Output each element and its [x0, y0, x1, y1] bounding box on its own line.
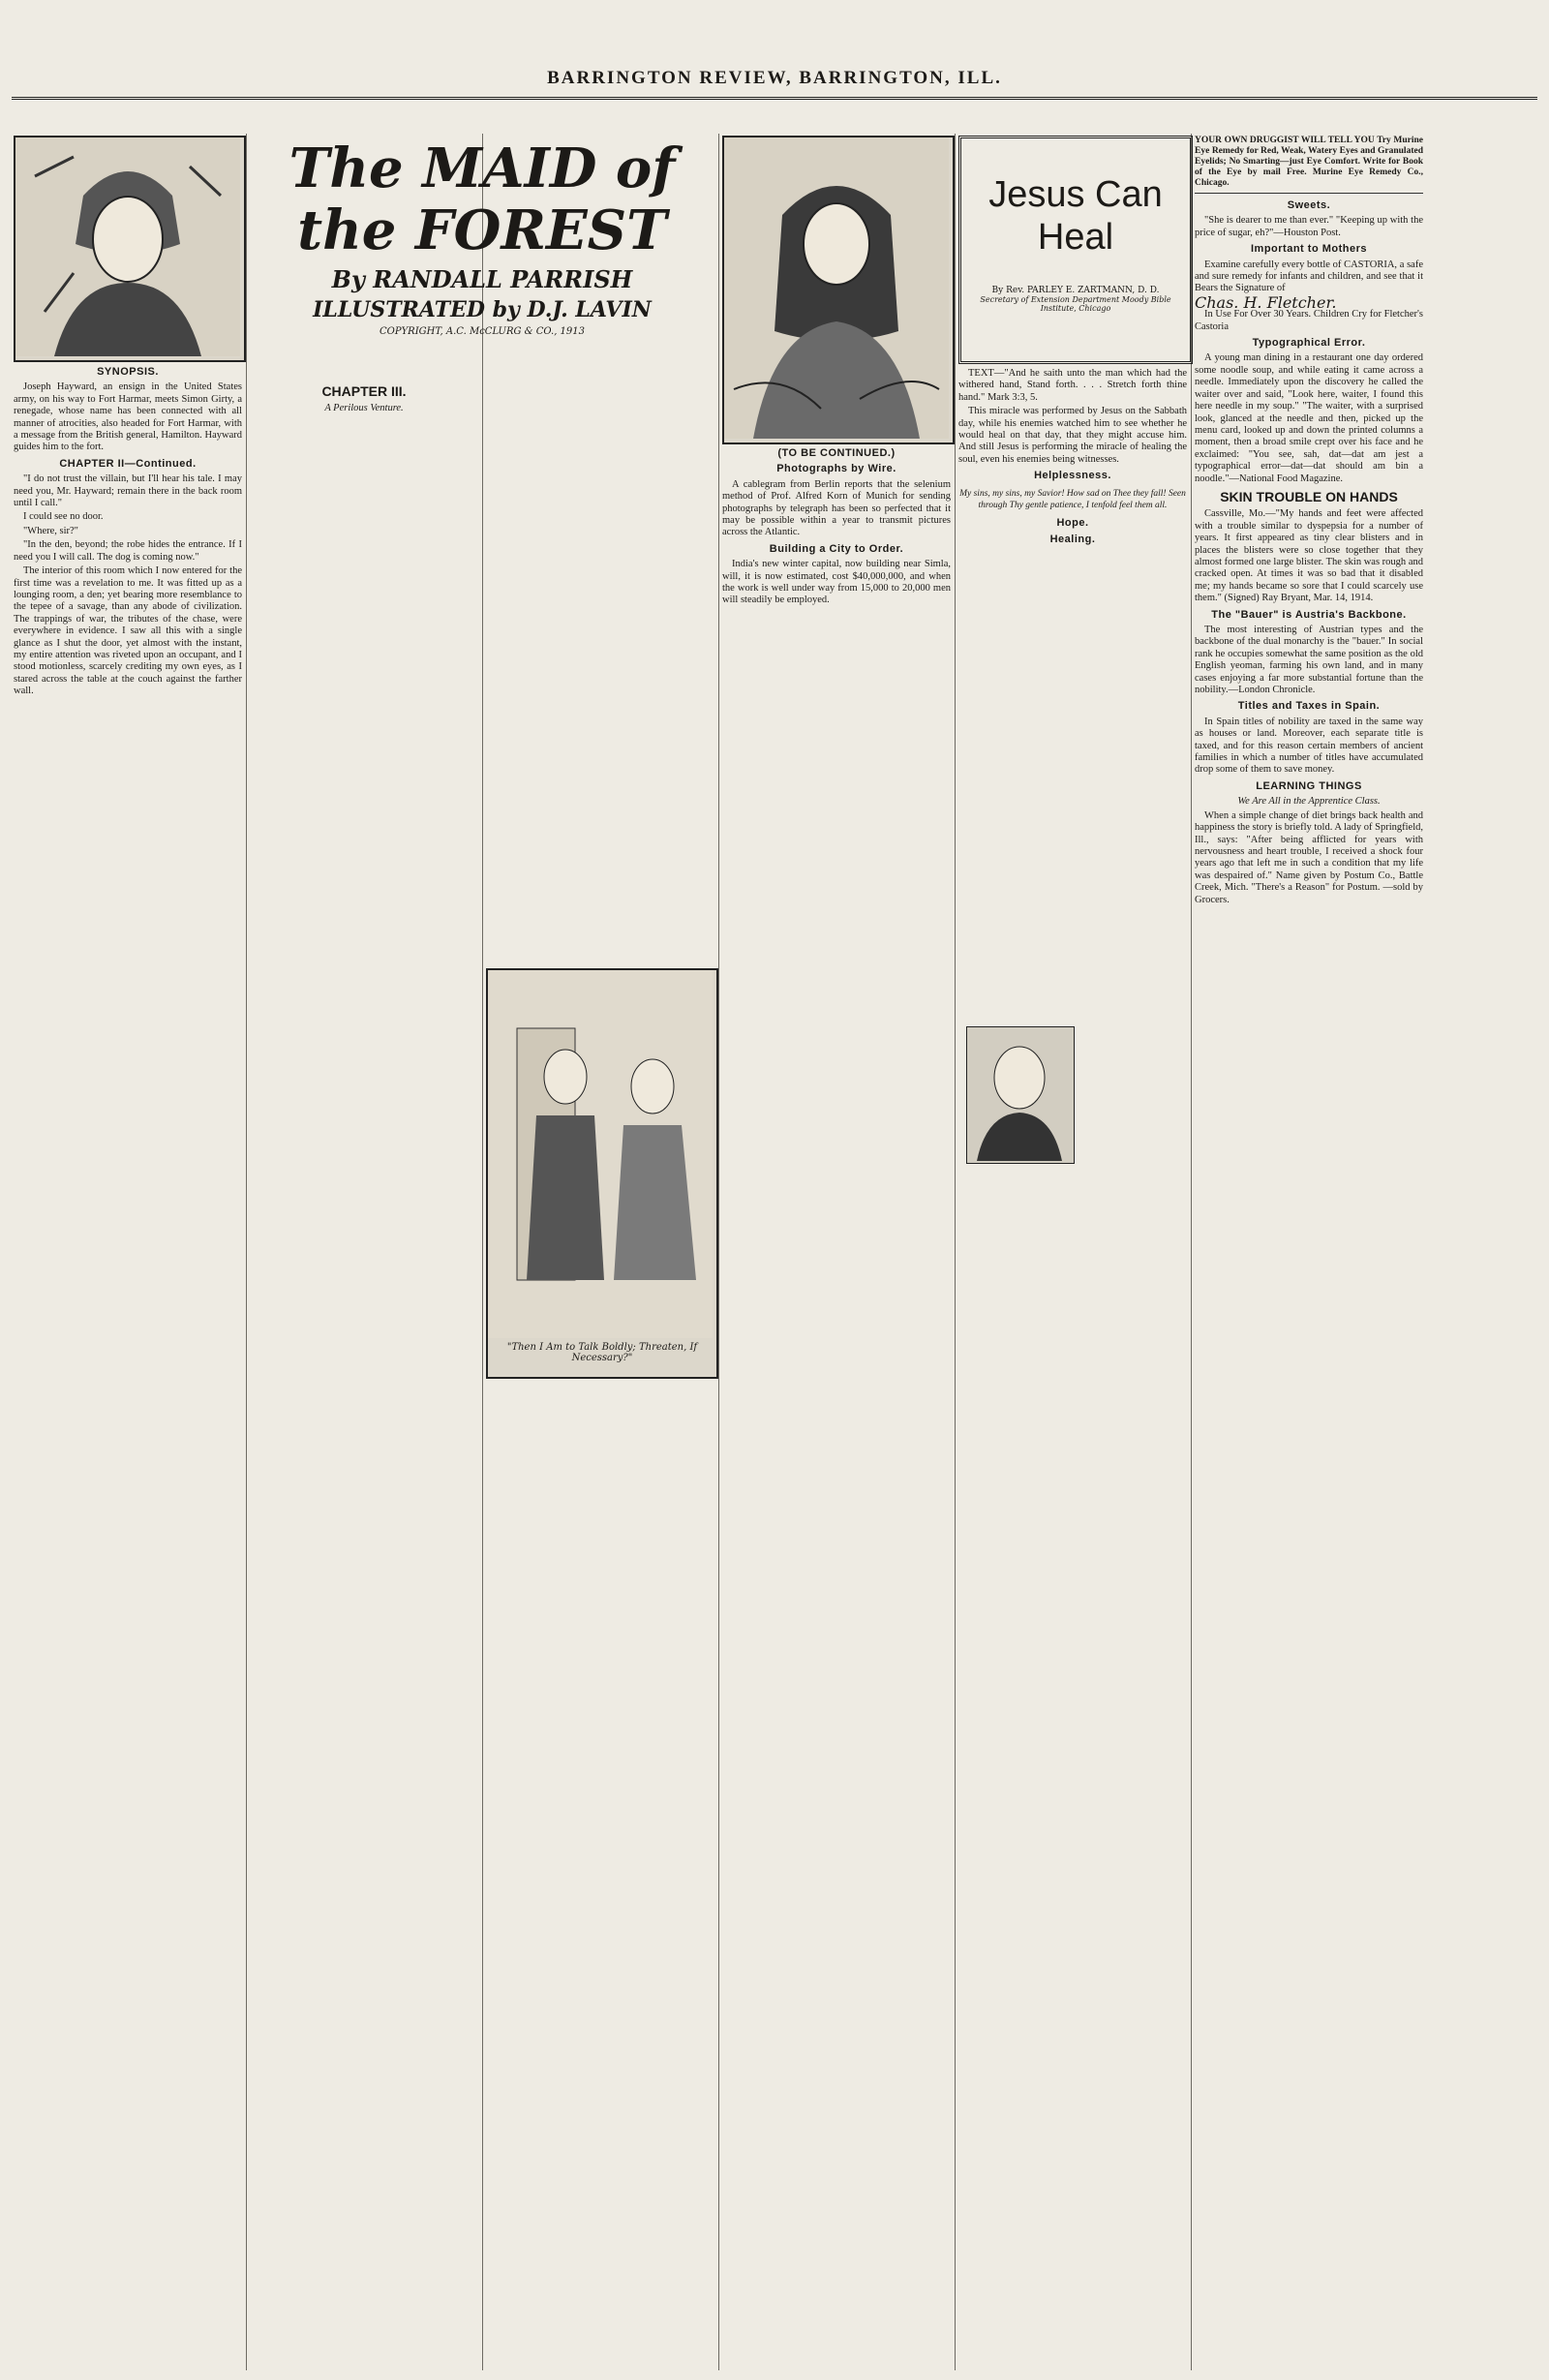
column-rule: [482, 134, 483, 2370]
learning-subtitle: We Are All in the Apprentice Class.: [1237, 796, 1381, 808]
masthead: BARRINGTON REVIEW, BARRINGTON, ILL.: [547, 68, 1002, 88]
column-1: [14, 136, 242, 2363]
titles-heading: Titles and Taxes in Spain.: [1237, 700, 1381, 713]
typo-text: A young man dining in a restaurant one day ordered some noodle soup, and while eating it came across a needle. Immediately upon the discovery he called the waiter over and said, "Look here, waiter, I found this here needle in my soup." "The waiter, with a surprised look, glanced at the needle and then, picked up the menu card, looked up and down the printed columns a moment, then a broad smile crept over his face and he exclaimed: "You see, sah, dat—dat am jest a typographical error—dat—dat should am bin a noodle."—National Food Magazine.: [1195, 352, 1423, 484]
castoria-ad-footer: In Use For Over 30 Years. Children Cry for Fletcher's Castoria: [1195, 309, 1423, 332]
learning-text: When a simple change of diet brings back health and happiness the story is briefly told. A lady of Springfield, Ill., says: "After being afflicted for years with nervousness and heart trouble, I received a shock four years ago that left me in such a condition that my life was despaired of." Name given by Postum Co., Battle Creek, Mich. "There's a Reason" for Postum. —sold by Grocers.: [1195, 809, 1423, 905]
sermon-text-verse: TEXT—"And he saith unto the man which had the withered hand, Stand forth. . . . Stretch forth thine hand." Mark 3:3, 5.: [958, 368, 1187, 403]
sweets-text: "She is dearer to me than ever." "Keeping up with the price of sugar, eh?"—Houston Post.: [1195, 215, 1423, 238]
photos-heading: Photographs by Wire.: [776, 463, 896, 475]
synopsis-text: Joseph Hayward, an ensign in the United States army, on his way to Fort Harmar, meets Simon Girty, a renegade, whose name has been connected with all manner of atrocities, also headed for Fort Harmar, with a message from the British general, Hamilton. Hayward guides him to the fort.: [14, 381, 242, 453]
story-author: By RANDALL PARRISH: [331, 265, 633, 293]
column-rule: [246, 134, 247, 2370]
story-paragraph: "I do not trust the villain, but I'll hear his tale. I may need you, Mr. Hayward; remain there in the back room until I call.": [14, 473, 242, 509]
column-5: [958, 136, 1187, 2363]
murine-ad: YOUR OWN DRUGGIST WILL TELL YOU Try Murine Eye Remedy for Red, Weak, Watery Eyes and Granulated Eyelids; No Smarting—just Eye Comfort. Write for Book of the Eye by mail Free. Murine Eye Remedy Co., Chicago.: [1195, 136, 1423, 194]
titles-text: In Spain titles of nobility are taxed in the same way as houses or land. Moreover, each separate title is taxed, and for this reason certain members of ancient families in which a number of titles have accumulated drop some of them to save money.: [1195, 716, 1423, 776]
to-be-continued: (TO BE CONTINUED.): [777, 447, 896, 459]
hymn-verse: My sins, my sins, my Savior! How sad on Thee they fall! Seen through Thy gentle patience, I tenfold feel them all.: [959, 488, 1186, 511]
chapter-3-subtitle: A Perilous Venture.: [324, 403, 404, 414]
fletcher-signature: Chas. H. Fletcher.: [1195, 292, 1337, 312]
story-paragraph: "Where, sir?": [23, 525, 78, 536]
learning-heading: LEARNING THINGS: [1256, 779, 1362, 792]
photos-text: A cablegram from Berlin reports that the selenium method of Prof. Alfred Korn of Munich for sending photographs by telegraph has been so perfected that it may be possible within a year to transmit pictures across the Atlantic.: [722, 478, 951, 538]
story-paragraph: "In the den, beyond; the robe hides the entrance. If I need you I will call. The dog is coming now.": [14, 539, 242, 563]
jesus-affiliation: Secretary of Extension Department Moody Bible Institute, Chicago: [980, 295, 1171, 313]
mothers-heading: Important to Mothers: [1251, 243, 1367, 256]
column-2: [250, 136, 478, 2363]
chapter-3-heading: CHAPTER III.: [321, 383, 407, 399]
sweets-heading: Sweets.: [1287, 199, 1331, 211]
column-3: [486, 136, 714, 2363]
synopsis-heading: SYNOPSIS.: [97, 366, 159, 378]
bauer-heading: The "Bauer" is Austria's Backbone.: [1211, 608, 1407, 621]
column-rule: [718, 134, 719, 2370]
story-illustrator: ILLUSTRATED by D.J. LAVIN: [313, 297, 652, 322]
column-6: [1195, 136, 1423, 2363]
column-rule: [1191, 134, 1192, 2370]
castoria-ad: Examine carefully every bottle of CASTORIA, a safe and sure remedy for infants and children, and see that it Bears the Signature of: [1195, 259, 1423, 294]
story-title-line2: the FOREST: [297, 198, 667, 262]
jesus-byline: By Rev. PARLEY E. ZARTMANN, D. D.: [991, 286, 1160, 295]
column-4: [722, 136, 951, 2363]
city-text: India's new winter capital, now building near Simla, will, it is now estimated, cost $40,000,000, and when the work is well under way from 15,000 to 20,000 men will steadily be employed.: [722, 559, 951, 606]
helplessness-heading: Helplessness.: [1034, 470, 1111, 482]
skin-trouble-text: Cassville, Mo.—"My hands and feet were affected with a trouble similar to dyspepsia for a number of years. It first appeared as tiny clear blisters and in places the blisters were so close together that they almost formed one large blister. The skin was rough and cracked open. At times it was so bad that it disabled me; my hands became so sore that I could scarcely use them." (Signed) Ray Bryant, Mar. 14, 1914.: [1195, 508, 1423, 604]
chapter-heading: CHAPTER II—Continued.: [59, 457, 197, 470]
story-copyright: COPYRIGHT, A.C. McCLURG & CO., 1913: [379, 326, 586, 337]
masthead-rule: [12, 97, 1537, 100]
city-heading: Building a City to Order.: [769, 542, 904, 555]
story-paragraph: The interior of this room which I now entered for the first time was a revelation to me. It was fitted up as a lounging room, a den; yet bearing more resemblance to the tepee of a savage, than any abode of civilization. The trappings of war, the tributes of the chase, were everywhere in evidence. I saw all this with a single glance as I shut the door, yet almost with the instant, my entire attention was riveted upon an occupant, and I stood motionless, scarcely crediting my own eyes, as I stared across the table at the couch against the farther wall.: [14, 565, 242, 697]
sermon-paragraph: This miracle was performed by Jesus on the Sabbath day, while his enemies watched him to see whether he would heal on that day, that they might accuse him. And still Jesus is performing the miracle of healing the soul, even his enemies being witnesses.: [958, 406, 1187, 465]
healing-heading: Healing.: [1049, 533, 1096, 545]
bauer-text: The most interesting of Austrian types and the backbone of the dual monarchy is the "bauer." In social rank he occupies somewhat the same position as the old English yeoman, farming his own land, and in many cases enjoying a far more substantial fortune than the nobility.—London Chronicle.: [1195, 625, 1423, 696]
jesus-title: Jesus Can Heal: [988, 174, 1163, 258]
column-rule: [955, 134, 956, 2370]
story-title-line1: The MAID of: [289, 137, 676, 200]
skin-trouble-heading: SKIN TROUBLE ON HANDS: [1220, 488, 1398, 504]
hope-heading: Hope.: [1056, 517, 1089, 530]
typo-heading: Typographical Error.: [1252, 337, 1366, 350]
illustration-caption: "Then I Am to Talk Boldly; Threaten, If Necessary?": [506, 1342, 698, 1363]
story-paragraph: I could see no door.: [23, 511, 104, 523]
